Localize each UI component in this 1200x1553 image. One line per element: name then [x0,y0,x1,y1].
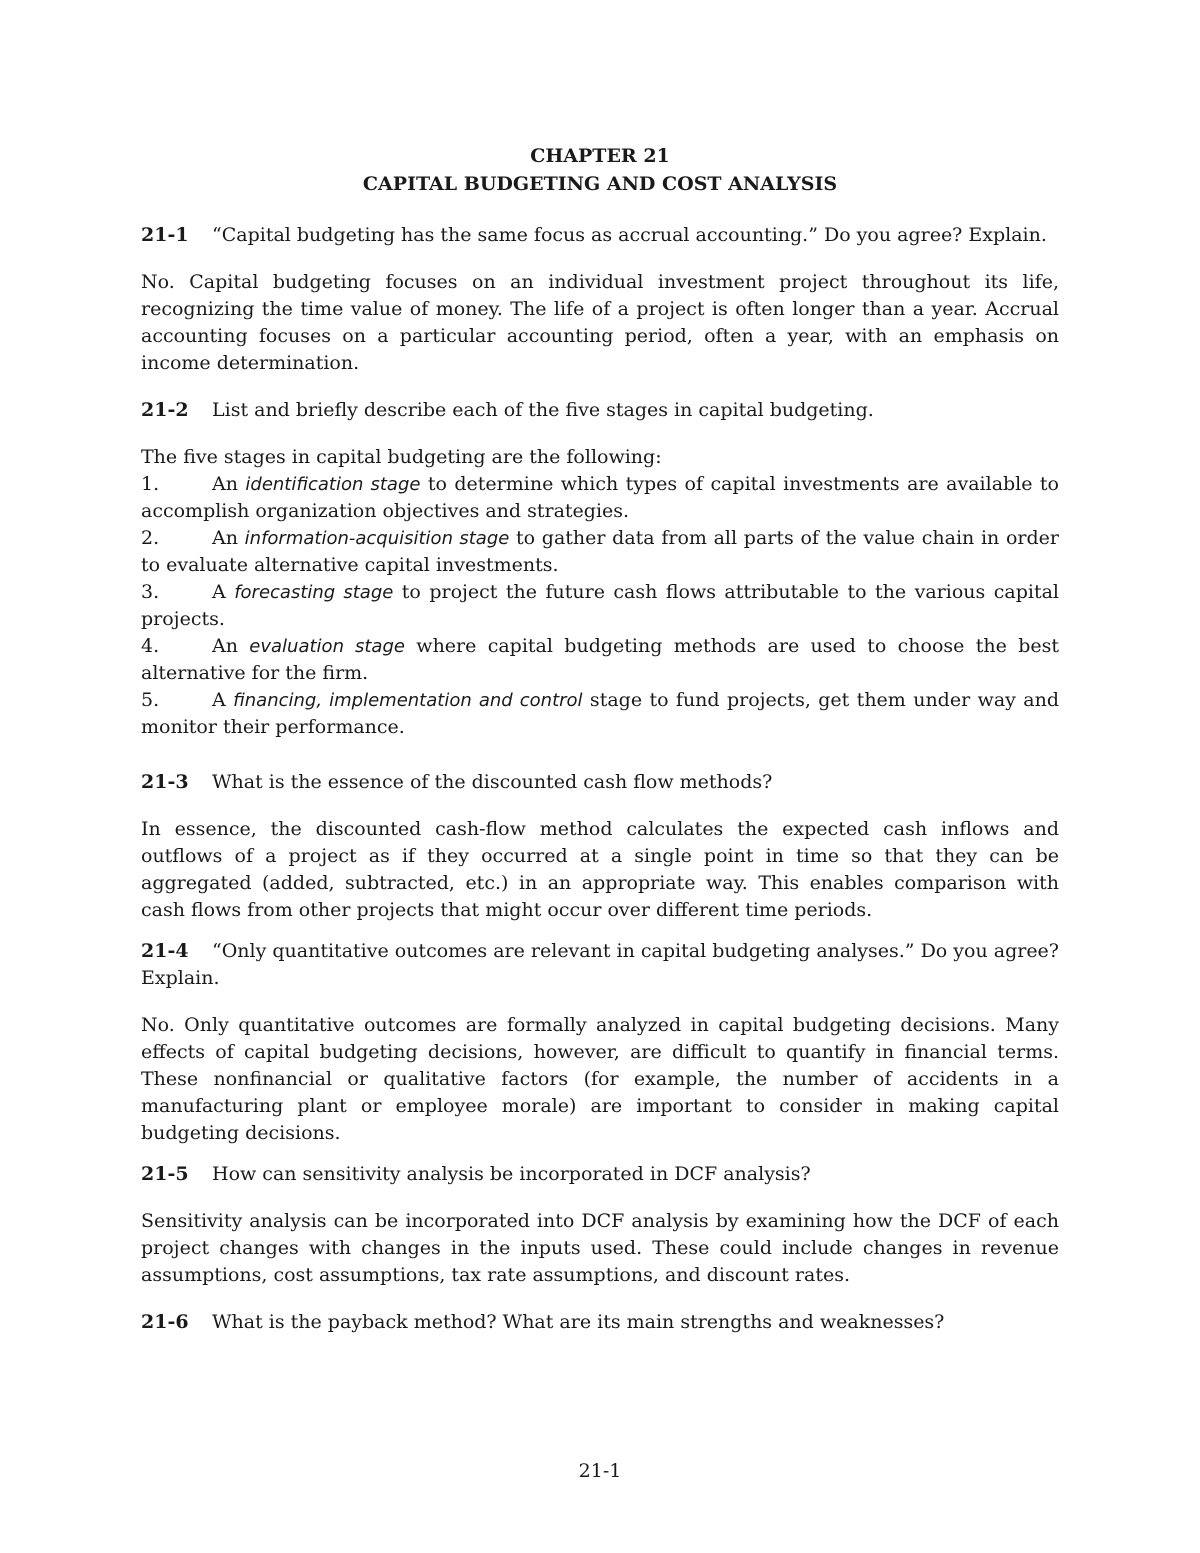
question-number: 21-2 [141,399,189,421]
stage-item: 1. An identification stage to determine which types of capital investments are available to accomplish organization objectives and strategies. [141,473,1059,522]
question-number: 21-6 [141,1311,189,1333]
question-21-5 [141,1161,1059,1188]
stage-name: identification stage [245,474,421,495]
question-number: 21-4 [141,940,189,962]
question-text: List and briefly describe each of the five stages in capital budgeting. [212,399,874,421]
stage-item: 4. An evaluation stage where capital budgeting methods are used to choose the best alternative for the firm. [141,635,1059,684]
stages-intro: The five stages in capital budgeting are the following: [141,446,662,468]
chapter-number: CHAPTER 21 [530,145,670,167]
stage-name: information-acquisition stage [244,528,510,549]
stage-name: evaluation stage [249,636,405,657]
question-number: 21-1 [141,224,189,246]
question-text: “Capital budgeting has the same focus as accrual accounting.” Do you agree? Explain. [212,224,1047,246]
question-text: “Only quantitative outcomes are relevant in capital budgeting analyses.” Do you agree? Explain. [141,940,1059,989]
answer-21-4: No. Only quantitative outcomes are formally analyzed in capital budgeting decisions. Many effects of capital budgeting decisions, however, are difficult to quantify in financial terms. These nonfinancial or qualitative factors (for example, the number of accidents in a manufacturing plant or employee morale) are important to consider in making capital budgeting decisions. [141,1014,1059,1144]
question-number: 21-5 [141,1163,189,1185]
question-21-4 [141,938,1059,992]
question-text: What is the essence of the discounted cash flow methods? [212,771,773,793]
stage-name: financing, implementation and control [233,690,583,711]
question-21-3 [141,769,1059,796]
stage-item: 2. An information-acquisition stage to gather data from all parts of the value chain in order to evaluate alternative capital investments. [141,527,1059,576]
question-21-6 [141,1309,1059,1336]
question-number: 21-3 [141,771,189,793]
page-number: 21-1 [578,1460,622,1482]
stage-item: 5. A financing, implementation and control stage to fund projects, get them under way and monitor their performance. [141,689,1059,738]
question-21-1 [141,222,1059,249]
document-page [141,142,1059,1336]
stage-name: forecasting stage [234,582,394,603]
stage-item: 3. A forecasting stage to project the future cash flows attributable to the various capital projects. [141,581,1059,630]
question-text: What is the payback method? What are its main strengths and weaknesses? [212,1311,945,1333]
chapter-title: CAPITAL BUDGETING AND COST ANALYSIS [362,173,838,195]
question-text: How can sensitivity analysis be incorporated in DCF analysis? [212,1163,811,1185]
question-21-2 [141,397,1059,424]
answer-21-5: Sensitivity analysis can be incorporated into DCF analysis by examining how the DCF of each project changes with changes in the inputs used. These could include changes in revenue assumptions, cost assumptions, tax rate assumptions, and discount rates. [141,1210,1059,1286]
answer-21-3: In essence, the discounted cash-flow method calculates the expected cash inflows and outflows of a project as if they occurred at a single point in time so that they can be aggregated (added, subtracted, etc.) in an appropriate way. This enables comparison with cash flows from other projects that might occur over different time periods. [141,818,1059,921]
answer-21-1: No. Capital budgeting focuses on an individual investment project throughout its life, recognizing the time value of money. The life of a project is often longer than a year. Accrual accounting focuses on a particular accounting period, often a year, with an emphasis on income determination. [141,271,1059,374]
